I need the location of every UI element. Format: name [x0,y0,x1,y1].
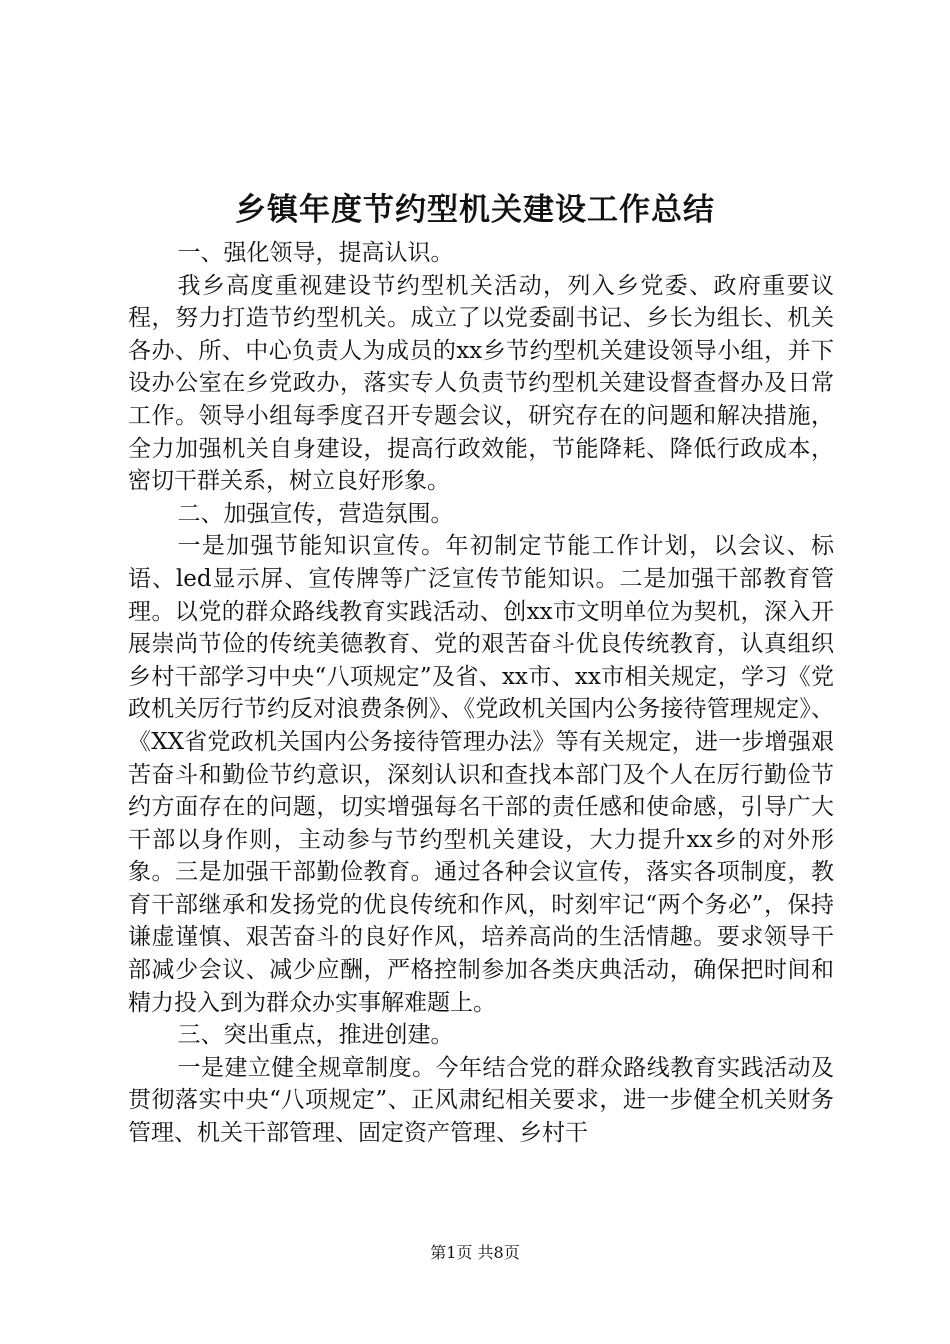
body-paragraph-1: 我乡高度重视建设节约型机关活动，列入乡党委、政府重要议程，努力打造节约型机关。成立了以党委副书记、乡长为组长、机关各办、所、中心负责人为成员的xx乡节约型机关建设领导小组，并下设办公室在乡党政办，落实专人负责节约型机关建设督查督办及日常工作。领导小组每季度召开专题会议，研究存在的问题和解决措施，全力加强机关自身建设，提高行政效能，节能降耗、降低行政成本，密切干群关系，树立良好形象。 [128,272,834,495]
section-heading-2: 二、加强宣传，营造氛围。 [177,500,454,527]
section-heading-3: 三、突出重点，推进创建。 [177,1022,454,1049]
body-paragraph-2: 一是加强节能知识宣传。年初制定节能工作计划，以会议、标语、led显示屏、宣传牌等广泛宣传节能知识。二是加强干部教育管理。以党的群众路线教育实践活动、创xx市文明单位为契机，深入开展崇尚节俭的传统美德教育、党的艰苦奋斗优良传统教育，认真组织乡村干部学习中央“八项规定”及省、xx市、xx市相关规定，学习《党政机关厉行节约反对浪费条例》、《党政机关国内公务接待管理规定》、《XX省党政机关国内公务接待管理办法》等有关规定，进一步增强艰苦奋斗和勤俭节约意识，深刻认识和查找本部门及个人在厉行勤俭节约方面存在的问题，切实增强每名干部的责任感和使命感，引导广大干部以身作则，主动参与节约型机关建设，大力提升xx乡的对外形象。三是加强干部勤俭教育。通过各种会议宣传，落实各项制度，教育干部继承和发扬党的优良传统和作风，时刻牢记“两个务必”，保持谦虚谨慎、艰苦奋斗的良好作风，培养高尚的生活情趣。要求领导干部减少会议、减少应酬，严格控制参加各类庆典活动，确保把时间和精力投入到为群众办实事解难题上。 [128,533,834,1016]
section-heading-1: 一、强化领导，提高认识。 [177,240,454,266]
page-footer: 第1页 共8页 [430,1243,520,1262]
body-paragraph-3: 一是建立健全规章制度。今年结合党的群众路线教育实践活动及贯彻落实中央“八项规定”、正风肃纪相关要求，进一步健全机关财务管理、机关干部管理、固定资产管理、乡村干 [128,1054,834,1147]
document-title: 乡镇年度节约型机关建设工作总结 [235,192,715,228]
document-body [128,237,834,1150]
